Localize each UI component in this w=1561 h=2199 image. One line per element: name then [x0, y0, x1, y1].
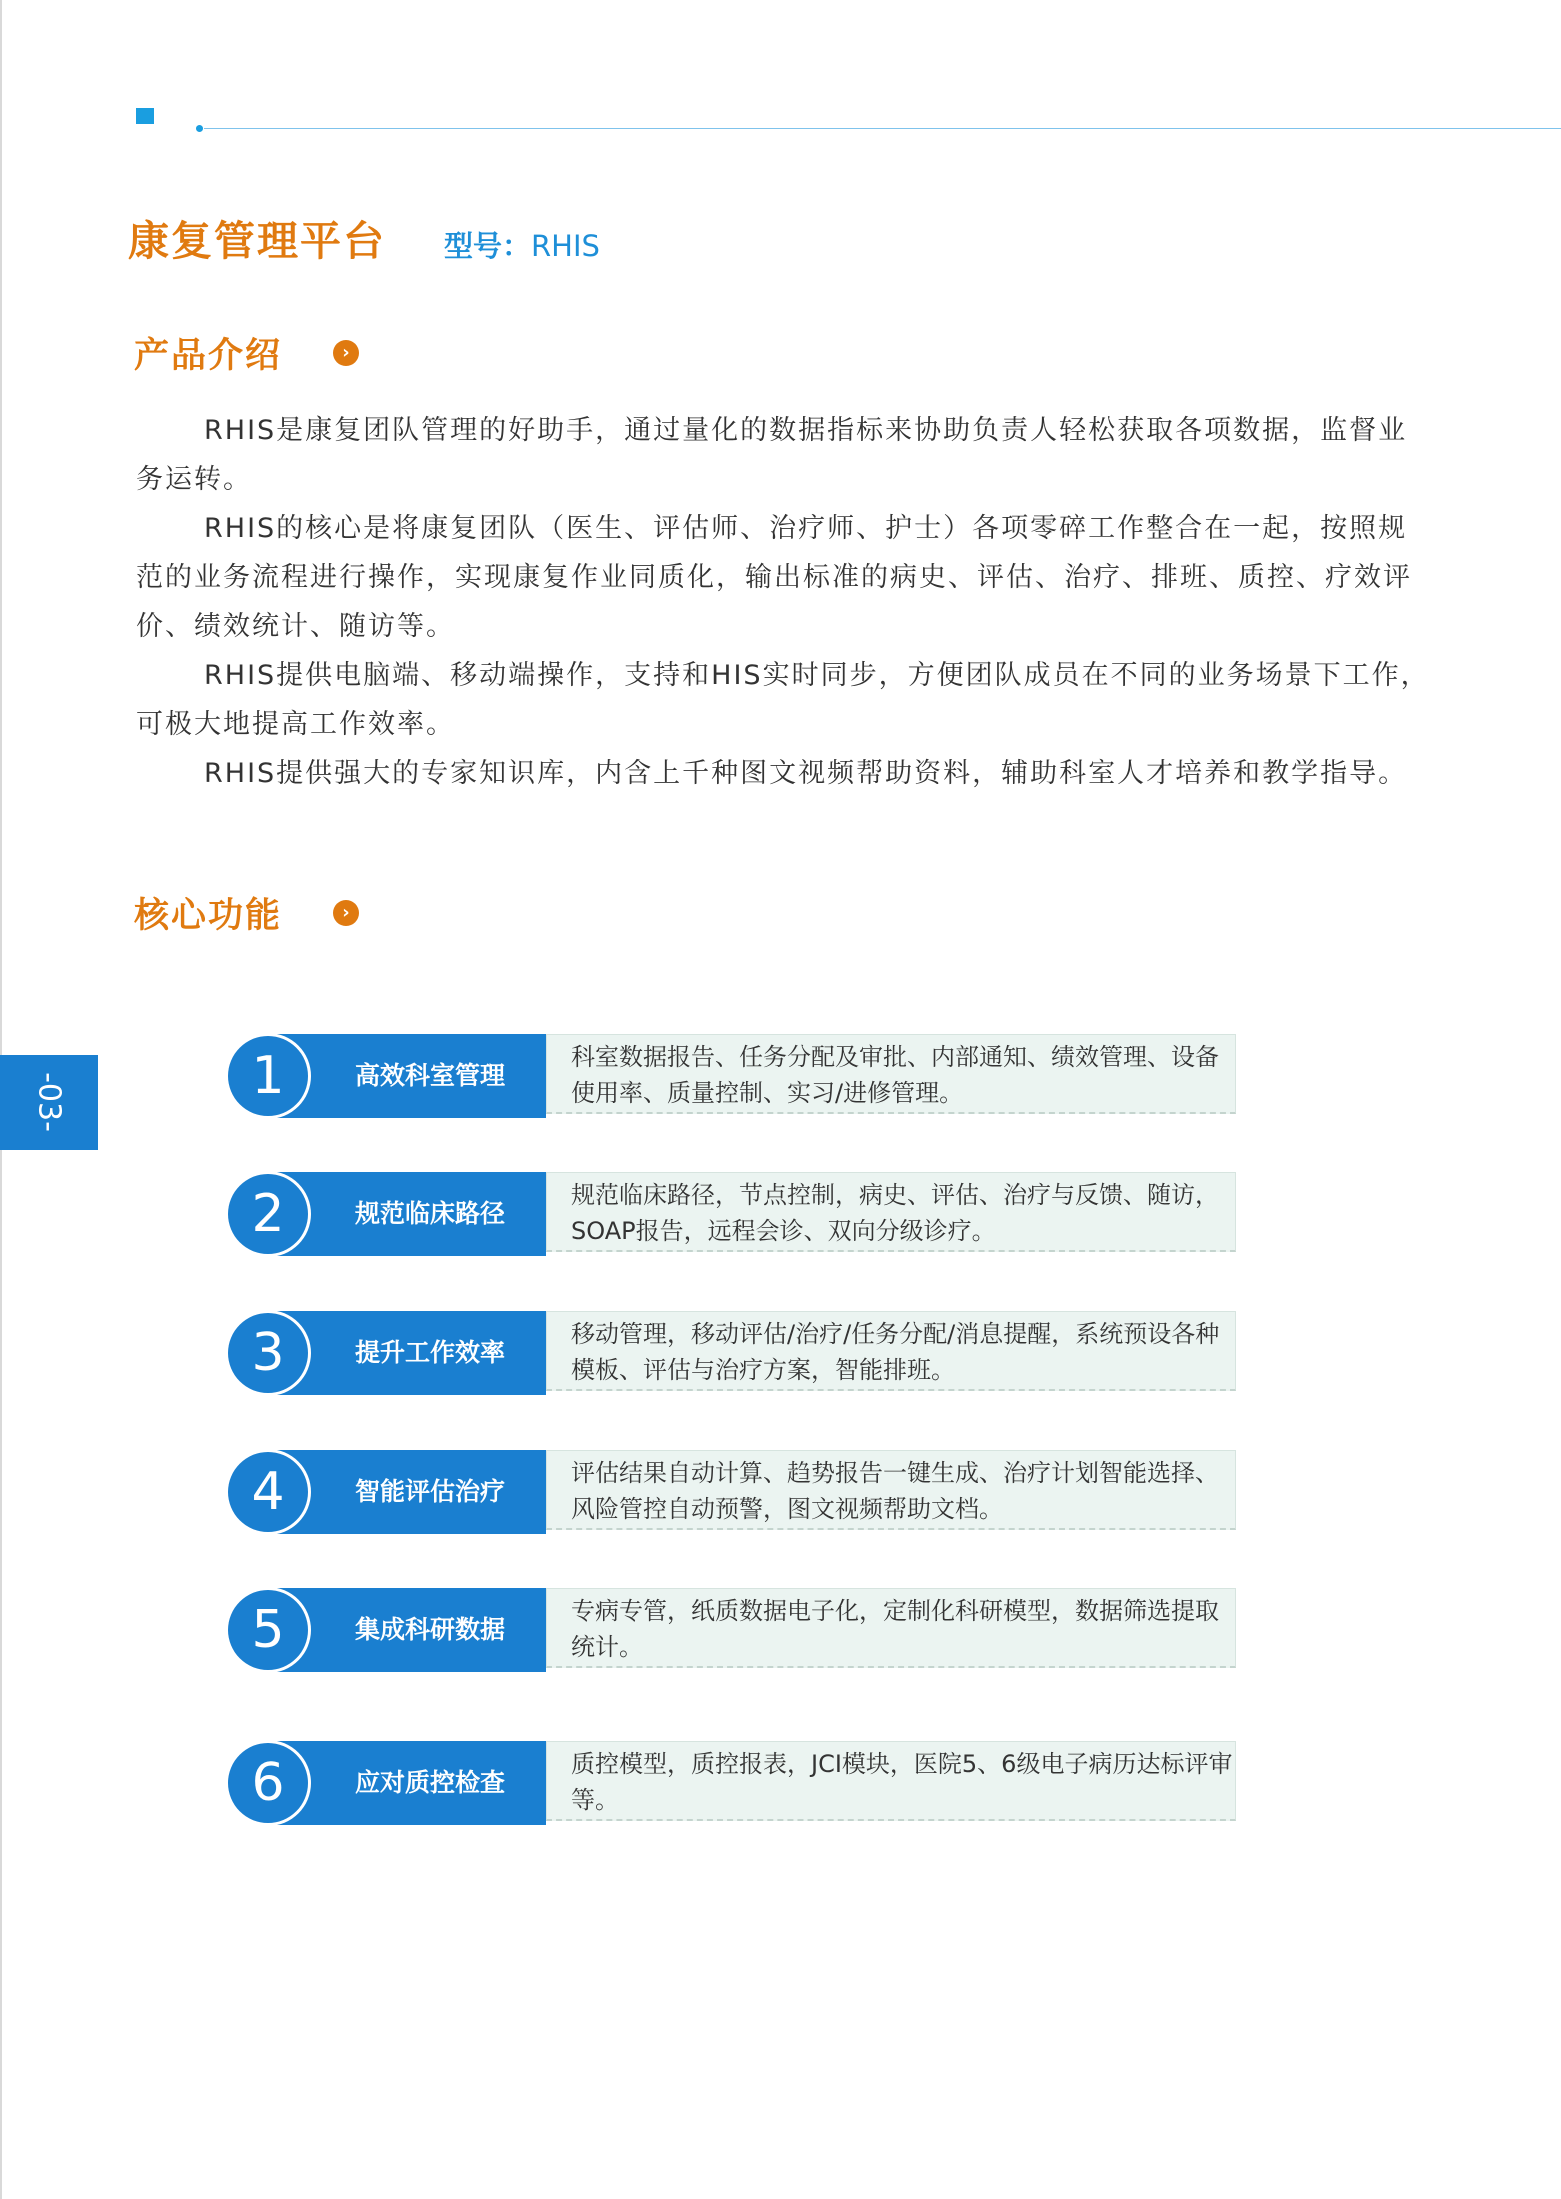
intro-paragraph: RHIS提供电脑端、移动端操作，支持和HIS实时同步，方便团队成员在不同的业务场景下工作，可极大地提高工作效率。 — [136, 660, 1430, 740]
intro-paragraph: RHIS的核心是将康复团队（医生、评估师、治疗师、护士）各项零碎工作整合在一起，按照规范的业务流程进行操作，实现康复作业同质化，输出标准的病史、评估、治疗、排班、质控、疗效评价、绩效统计、随访等。 — [136, 513, 1412, 642]
feature-description: 质控模型，质控报表，JCI模块，医院5、6级电子病历达标评审等。 — [546, 1741, 1236, 1821]
feature-name: 智能评估治疗 — [354, 1477, 505, 1506]
model-info — [444, 224, 600, 265]
feature-description: 评估结果自动计算、趋势报告一键生成、治疗计划智能选择、风险管控自动预警，图文视频帮助文档。 — [546, 1450, 1236, 1530]
feature-number: 3 — [251, 1323, 285, 1383]
section-title-features: 核心功能 — [134, 896, 283, 936]
feature-item — [226, 1450, 1242, 1534]
feature-name: 提升工作效率 — [354, 1338, 505, 1367]
feature-item — [226, 1034, 1242, 1118]
feature-item — [226, 1741, 1242, 1825]
page-number: -03- — [31, 1072, 67, 1132]
feature-description: 移动管理，移动评估/治疗/任务分配/消息提醒，系统预设各种模板、评估与治疗方案，智能排班。 — [546, 1311, 1236, 1391]
feature-description: 科室数据报告、任务分配及审批、内部通知、绩效管理、设备使用率、质量控制、实习/进修管理。 — [546, 1034, 1236, 1114]
page-title: 康复管理平台 — [128, 217, 386, 265]
section-title-intro: 产品介绍 — [134, 336, 283, 376]
feature-item — [226, 1311, 1242, 1395]
feature-name: 高效科室管理 — [354, 1061, 505, 1090]
page-number-tab — [0, 1055, 98, 1150]
feature-item — [226, 1172, 1242, 1256]
chevron-right-icon: › — [333, 340, 359, 366]
feature-number: 5 — [251, 1600, 285, 1660]
header-square-decoration — [136, 108, 154, 124]
feature-number: 1 — [251, 1046, 285, 1106]
feature-name: 应对质控检查 — [354, 1768, 505, 1797]
intro-paragraph: RHIS是康复团队管理的好助手，通过量化的数据指标来协助负责人轻松获取各项数据，监督业务运转。 — [136, 415, 1408, 495]
intro-paragraph: RHIS提供强大的专家知识库，内含上千种图文视频帮助资料，辅助科室人才培养和教学指导。 — [204, 758, 1408, 789]
chevron-right-icon: › — [333, 900, 359, 926]
feature-name: 规范临床路径 — [354, 1199, 505, 1228]
intro-text — [136, 406, 1436, 798]
feature-number: 6 — [251, 1753, 285, 1813]
header-dot-decoration — [196, 125, 203, 132]
feature-description: 专病专管，纸质数据电子化，定制化科研模型，数据筛选提取统计。 — [546, 1588, 1236, 1668]
feature-number: 4 — [251, 1462, 285, 1522]
feature-name: 集成科研数据 — [354, 1615, 505, 1644]
feature-item — [226, 1588, 1242, 1672]
header-divider-line — [204, 128, 1561, 129]
feature-description: 规范临床路径，节点控制，病史、评估、治疗与反馈、随访，SOAP报告，远程会诊、双向分级诊疗。 — [546, 1172, 1236, 1252]
model-label: 型号： — [444, 229, 532, 263]
feature-number: 2 — [251, 1184, 285, 1244]
model-value: RHIS — [531, 229, 600, 263]
